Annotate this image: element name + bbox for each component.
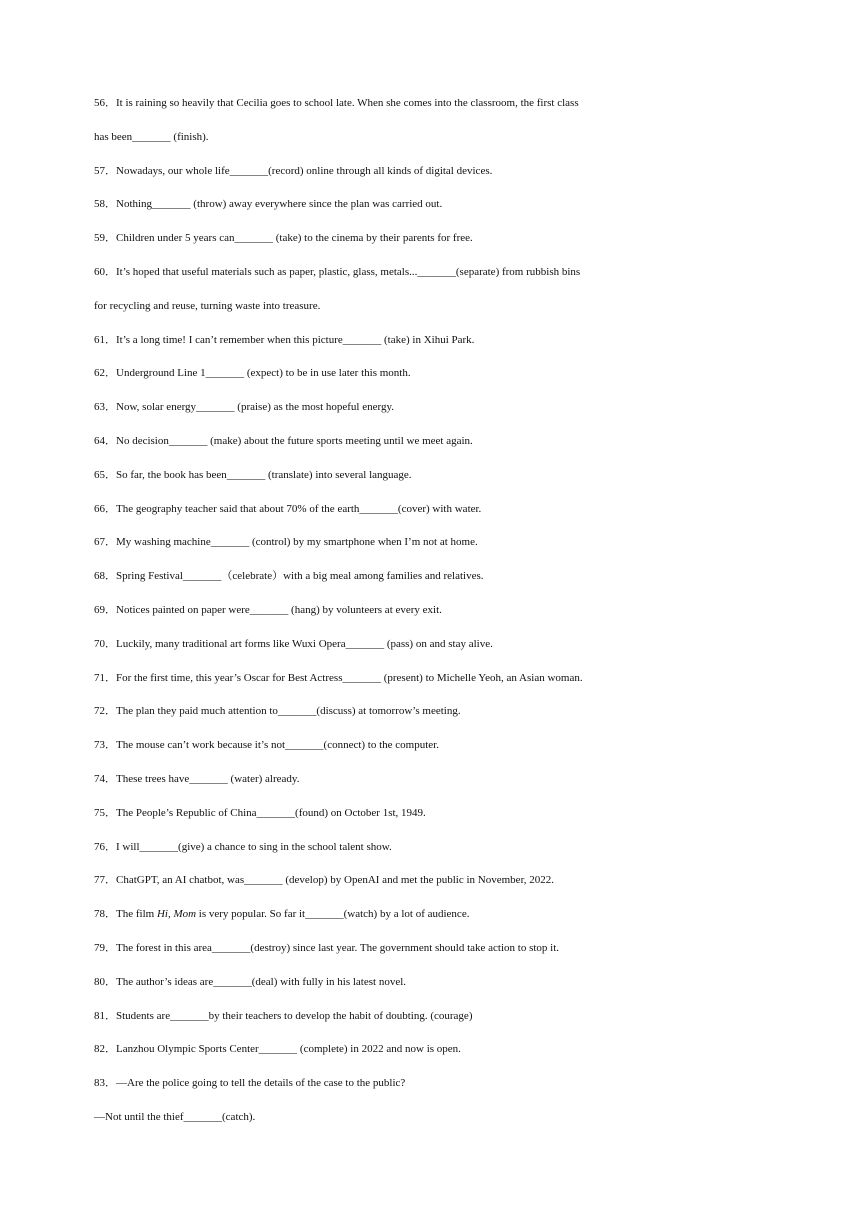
question-item — [94, 932, 784, 966]
question-item — [94, 493, 784, 527]
question-text: 78．The film Hi, Mom is very popular. So far it_______(watch) by a lot of audience. — [94, 908, 470, 921]
question-text: 73．The mouse can’t work because it’s not_______(connect) to the computer. — [94, 739, 439, 752]
question-text: 71．For the first time, this year’s Oscar for Best Actress_______ (present) to Michelle Yeoh, an Asian woman. — [94, 671, 583, 684]
question-continuation: has been_______ (finish). — [94, 130, 209, 143]
question-item — [94, 628, 784, 662]
question-text: 72．The plan they paid much attention to_______(discuss) at tomorrow’s meeting. — [94, 705, 461, 718]
question-item — [94, 188, 784, 222]
question-text: 80．The author’s ideas are_______(deal) with fully in his latest novel. — [94, 975, 407, 988]
question-item — [94, 459, 784, 493]
question-text: 58．Nothing_______ (throw) away everywhere since the plan was carried out. — [94, 198, 443, 211]
question-item — [94, 594, 784, 628]
question-text: 79．The forest in this area_______(destroy) since last year. The government should take action to stop it. — [94, 941, 560, 954]
question-item — [94, 391, 784, 425]
question-text: 68．Spring Festival_______（celebrate）with a big meal among families and relatives. — [94, 570, 484, 583]
question-text: 62．Underground Line 1_______ (expect) to be in use later this month. — [94, 367, 411, 380]
question-continuation: for recycling and reuse, turning waste into treasure. — [94, 299, 321, 312]
question-item — [94, 324, 784, 358]
question-text: 83．—Are the police going to tell the details of the case to the public? — [94, 1077, 406, 1090]
question-text: 76．I will_______(give) a chance to sing in the school talent show. — [94, 840, 392, 853]
question-item — [94, 864, 784, 898]
question-item — [94, 357, 784, 391]
question-item — [94, 425, 784, 459]
question-text: 56．It is raining so heavily that Cecilia goes to school late. When she comes into the classroom, the first class — [94, 97, 579, 109]
question-text: 82．Lanzhou Olympic Sports Center_______ (complete) in 2022 and now is open. — [94, 1043, 461, 1056]
question-text: 70．Luckily, many traditional art forms like Wuxi Opera_______ (pass) on and stay alive. — [94, 637, 493, 650]
question-text: 60．It’s hoped that useful materials such as paper, plastic, glass, metals..._______(separate) from rubbish bins — [94, 265, 581, 278]
question-list — [94, 87, 784, 1135]
question-item — [94, 831, 784, 865]
question-continuation: —Not until the thief_______(catch). — [94, 1110, 256, 1123]
question-text: 69．Notices painted on paper were_______ (hang) by volunteers at every exit. — [94, 603, 442, 616]
question-item — [94, 966, 784, 1000]
film-title: Hi, Mom — [156, 908, 197, 921]
question-text: 57．Nowadays, our whole life_______(record) online through all kinds of digital devices. — [94, 164, 493, 177]
question-text: 77．ChatGPT, an AI chatbot, was_______ (develop) by OpenAI and met the public in November, 2022. — [94, 874, 555, 887]
question-text: 74．These trees have_______ (water) already. — [94, 772, 300, 785]
question-item — [94, 662, 784, 696]
question-text: 81．Students are_______by their teachers to develop the habit of doubting. (courage) — [94, 1009, 473, 1022]
question-item — [94, 256, 784, 324]
question-item — [94, 797, 784, 831]
question-text: 75．The People’s Republic of China_______(found) on October 1st, 1949. — [94, 806, 426, 819]
question-item — [94, 898, 784, 932]
question-text: 67．My washing machine_______ (control) by my smartphone when I’m not at home. — [94, 536, 478, 549]
question-item — [94, 729, 784, 763]
question-item — [94, 155, 784, 189]
question-item — [94, 560, 784, 594]
question-item — [94, 695, 784, 729]
question-item — [94, 1067, 784, 1135]
question-item — [94, 1000, 784, 1034]
question-text: 61．It’s a long time! I can’t remember when this picture_______ (take) in Xihui Park. — [94, 333, 475, 346]
question-text: 66．The geography teacher said that about 70% of the earth_______(cover) with water. — [94, 502, 482, 515]
question-text: 59．Children under 5 years can_______ (take) to the cinema by their parents for free. — [94, 232, 473, 245]
question-text: 64．No decision_______ (make) about the future sports meeting until we meet again. — [94, 434, 473, 447]
question-text: 63．Now, solar energy_______ (praise) as the most hopeful energy. — [94, 401, 394, 414]
question-item — [94, 526, 784, 560]
question-item — [94, 222, 784, 256]
question-item — [94, 87, 784, 155]
question-item — [94, 1033, 784, 1067]
question-item — [94, 763, 784, 797]
question-text: 65．So far, the book has been_______ (translate) into several language. — [94, 468, 412, 481]
